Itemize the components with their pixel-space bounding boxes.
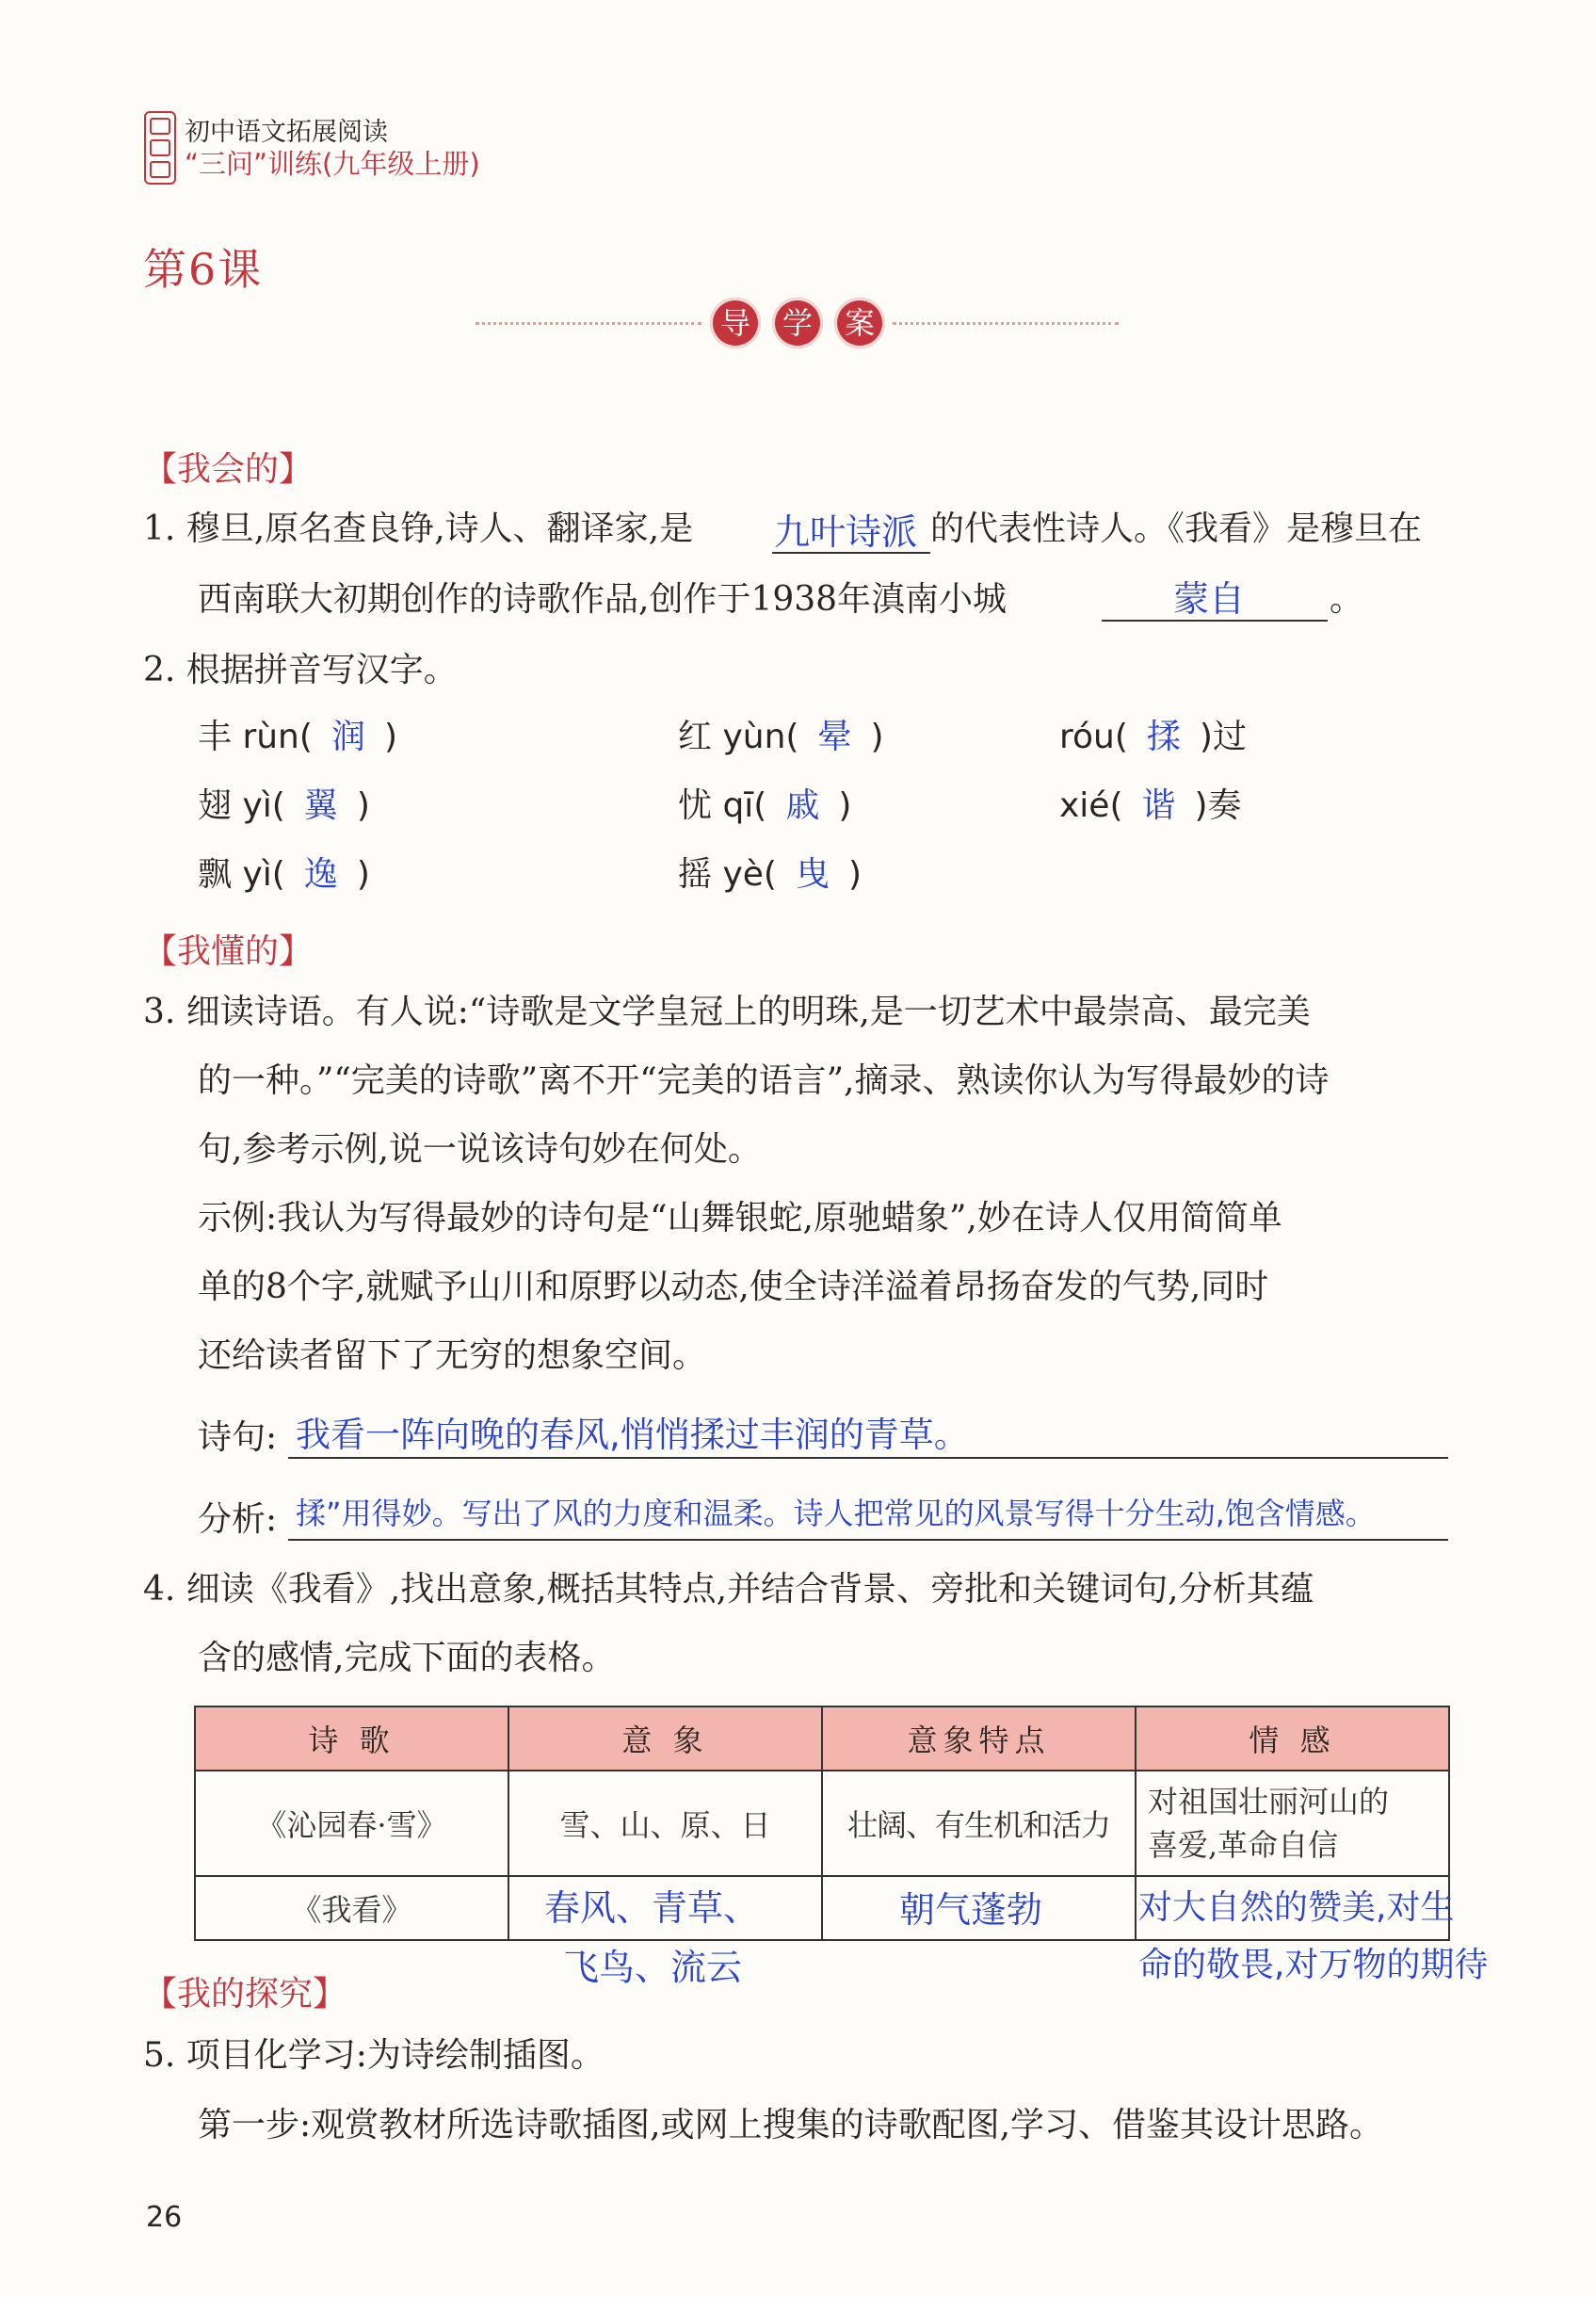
- q1-line2-start: 西南联大初期创作的诗歌作品,创作于1938年滇南小城: [198, 580, 1008, 619]
- q4-line2: 含的感情,完成下面的表格。: [198, 1639, 616, 1677]
- q2-item-8-close: ): [847, 855, 862, 894]
- q3-example-line1: 示例:我认为写得最妙的诗句是“山舞银蛇,原驰蜡象”,妙在诗人仅用简简单: [198, 1199, 1282, 1237]
- table-header-row: [195, 1707, 1449, 1771]
- q1-line1-end: 的代表性诗人。《我看》是穆旦在: [930, 510, 1423, 548]
- table-cell-image: 雪、山、原、日: [508, 1771, 822, 1876]
- q2-item-4-prompt: 翅 yì(: [198, 786, 285, 825]
- q2-item-1-prompt: 丰 rùn(: [198, 718, 313, 756]
- q2-item-1: [198, 719, 397, 756]
- table-cell-feature: 壮阔、有生机和活力: [822, 1771, 1136, 1876]
- divider-left: [476, 322, 701, 325]
- q2-item-3-close: )过: [1199, 718, 1247, 756]
- table-cell-emotion-line1: 对祖国壮丽河山的: [1148, 1784, 1390, 1820]
- q2-item-1-answer: 润: [330, 718, 365, 756]
- page-number: 26: [146, 2201, 183, 2234]
- badge-char-2: 学: [772, 298, 823, 348]
- q2-item-7-prompt: 飘 yì(: [198, 855, 285, 894]
- q4-answer-image-line1: 春风、青草、: [544, 1887, 760, 1929]
- q2-item-8: [678, 856, 862, 894]
- q1-answer-2: 蒙自: [1173, 578, 1246, 620]
- q4-answer-image-line2: 飞鸟、流云: [563, 1947, 743, 1988]
- table-cell-emotion-line2: 喜爱,革命自信: [1148, 1827, 1339, 1863]
- q2-item-5-close: ): [838, 786, 852, 825]
- q3-poem-label: 诗句:: [198, 1418, 278, 1457]
- badge-char-3: 案: [834, 298, 885, 348]
- table-header-poem: 诗 歌: [195, 1707, 508, 1771]
- q3-line1: 3. 细读诗语。有人说:“诗歌是文学皇冠上的明珠,是一切艺术中最崇高、最完美: [143, 993, 1311, 1031]
- q2-item-6-prompt: xié(: [1059, 786, 1123, 825]
- q2-item-4-answer: 翼: [303, 786, 338, 825]
- q2-item-6: [1059, 787, 1242, 825]
- q3-line3: 句,参考示例,说一说该诗句妙在何处。: [198, 1130, 762, 1169]
- section-heading-understand: 【我懂的】: [143, 932, 314, 971]
- q2-item-2-close: ): [870, 718, 884, 756]
- q3-example-line2: 单的8个字,就赋予山川和原野以动态,使全诗洋溢着昂扬奋发的气势,同时: [198, 1268, 1269, 1306]
- q3-analysis-answer: 揉”用得妙。写出了风的力度和温柔。诗人把常见的风景写得十分生动,饱含情感。: [296, 1496, 1376, 1531]
- q1-answer-1: 九叶诗派: [774, 511, 918, 553]
- q2-stem: 2. 根据拼音写汉字。: [143, 651, 458, 689]
- q5-line2: 第一步:观赏教材所选诗歌插图,或网上搜集的诗歌配图,学习、借鉴其设计思路。: [198, 2106, 1384, 2144]
- q1-line1-start: 1. 穆旦,原名查良铮,诗人、翻译家,是: [143, 510, 694, 548]
- q2-item-5: [678, 787, 851, 825]
- q2-item-3-prompt: róu(: [1059, 718, 1128, 756]
- q2-item-8-prompt: 摇 yè(: [678, 855, 777, 894]
- lesson-title: 第6课: [143, 244, 264, 295]
- table-header-emotion: 情 感: [1136, 1707, 1449, 1771]
- q2-item-5-answer: 戚: [785, 786, 820, 825]
- q4-answer-emotion-line2: 命的敬畏,对万物的期待: [1138, 1946, 1489, 1984]
- q2-item-8-answer: 曳: [795, 855, 830, 894]
- table-cell-poem: 《沁园春·雪》: [195, 1771, 508, 1876]
- table-cell-poem: 《我看》: [195, 1876, 508, 1940]
- q1-line2-end: 。: [1330, 580, 1364, 619]
- table-header-image: 意 象: [508, 1707, 822, 1771]
- q3-analysis-label: 分析:: [198, 1500, 278, 1539]
- q2-item-1-close: ): [383, 718, 397, 756]
- q4-answer-emotion-line1: 对大自然的赞美,对生: [1138, 1888, 1455, 1927]
- section-heading-explore: 【我的探究】: [143, 1975, 347, 2014]
- q3-line2: 的一种。”“完美的诗歌”离不开“完美的语言”,摘录、熟读你认为写得最妙的诗: [198, 1061, 1330, 1100]
- q3-example-line3: 还给读者留下了无穷的想象空间。: [198, 1336, 707, 1375]
- section-heading-know: 【我会的】: [143, 450, 314, 489]
- q2-item-7: [198, 856, 370, 894]
- q2-item-4: [198, 787, 370, 825]
- q2-item-7-close: ): [356, 855, 370, 894]
- book-subtitle: “三问”训练(九年级上册): [185, 148, 480, 180]
- table-header-feature: 意象特点: [822, 1707, 1136, 1771]
- q2-item-5-prompt: 忧 qī(: [678, 786, 767, 825]
- q2-item-7-answer: 逸: [303, 855, 338, 894]
- q2-item-6-close: )奏: [1194, 786, 1242, 825]
- table-cell-emotion: [1136, 1771, 1449, 1876]
- q4-answer-feature: 朝气蓬勃: [899, 1889, 1043, 1931]
- q2-item-3: [1059, 719, 1247, 756]
- divider-right: [893, 322, 1119, 325]
- q3-poem-line: [288, 1457, 1448, 1459]
- q3-analysis-line: [288, 1539, 1448, 1541]
- book-series-title: 初中语文拓展阅读: [185, 118, 388, 147]
- q4-line1: 4. 细读《我看》,找出意象,概括其特点,并结合背景、旁批和关键词句,分析其蕴: [143, 1570, 1314, 1609]
- badge-char-1: 导: [710, 298, 761, 348]
- q2-item-6-answer: 谐: [1141, 786, 1176, 825]
- q2-item-2-answer: 晕: [817, 718, 852, 756]
- q2-item-2-prompt: 红 yùn(: [678, 718, 799, 756]
- q5-line1: 5. 项目化学习:为诗绘制插图。: [143, 2036, 605, 2075]
- q2-item-3-answer: 揉: [1146, 718, 1181, 756]
- q2-item-4-close: ): [356, 786, 370, 825]
- table-row: [195, 1771, 1449, 1876]
- series-logo: [144, 111, 176, 185]
- q3-poem-answer: 我看一阵向晚的春风,悄悄揉过丰润的青草。: [296, 1415, 969, 1455]
- q2-item-2: [678, 719, 884, 756]
